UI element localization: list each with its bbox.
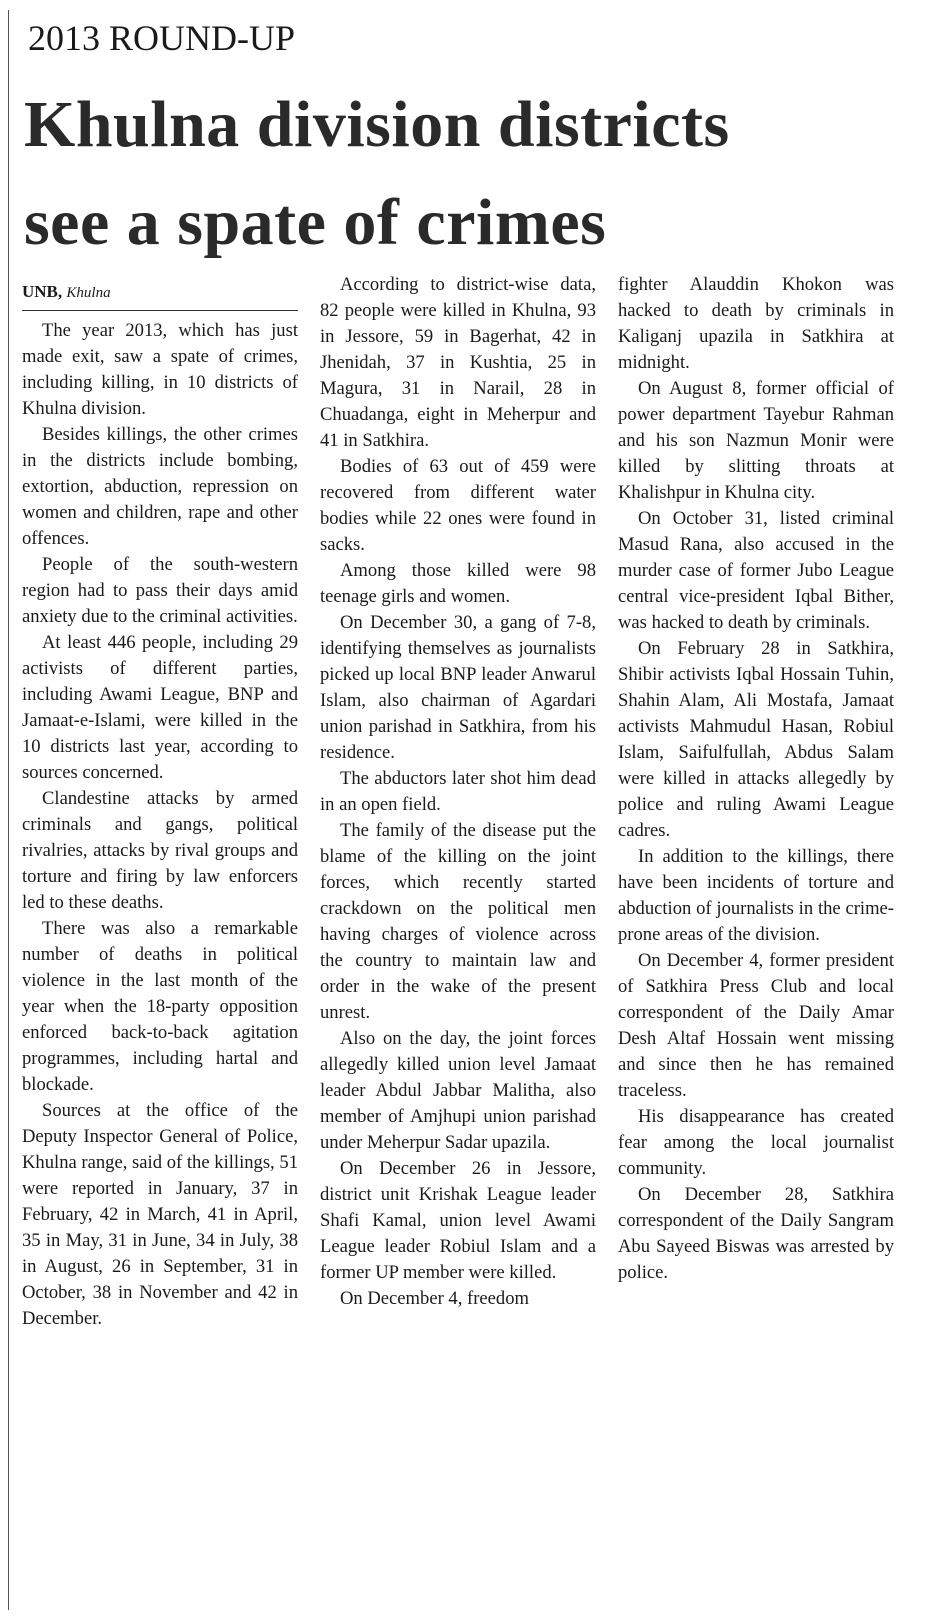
column-rule [8, 10, 9, 1610]
paragraph: According to district-wise data, 82 people were killed in Khulna, 93 in Jessore, 59 in Bagerhat, 42 in Jhenidah, 37 in Kushtia, 25 in Magura, 31 in Narail, 28 in Chuadanga, eight in Meherpur and 41 in Satkhira. [320, 274, 596, 451]
byline-agency: UNB, [22, 282, 63, 301]
paragraph: The abductors later shot him dead in an open field. [320, 768, 596, 815]
headline-line-2: see a spate of crimes [24, 186, 607, 259]
headline-line-1: Khulna division districts [24, 88, 730, 161]
paragraph: On December 4, former president of Satkhira Press Club and local correspondent of the Daily Amar Desh Altaf Hossain went missing and since then he has remained traceless. [618, 950, 894, 1101]
paragraph: At least 446 people, including 29 activists of different parties, including Awami League, BNP and Jamaat-e-Islami, were killed in the 10 districts last year, according to sources concerned. [22, 632, 298, 783]
paragraph: On December 4, freedom [340, 1288, 529, 1309]
paragraph: The family of the disease put the blame of the killing on the joint forces, which recently started crackdown on the political men having charges of violence across the country to maintain law and order in the wake of the present unrest. [320, 820, 596, 1023]
paragraph: Bodies of 63 out of 459 were recovered from different water bodies while 22 ones were found in sacks. [320, 456, 596, 555]
article-column-3 [618, 272, 894, 1286]
article-column-1 [22, 318, 298, 1332]
paragraph: Sources at the office of the Deputy Inspector General of Police, Khulna range, said of the killings, 51 were reported in January, 37 in February, 42 in March, 41 in April, 35 in May, 31 in June, 34 in July, 38 in August, 26 in September, 31 in October, 38 in November and 42 in December. [22, 1100, 298, 1329]
paragraph: His disappearance has created fear among the local journalist community. [618, 1106, 894, 1179]
byline-place: Khulna [66, 285, 111, 301]
paragraph: Among those killed were 98 teenage girls and women. [320, 560, 596, 607]
paragraph: On October 31, listed criminal Masud Rana, also accused in the murder case of former Jubo League central vice-president Iqbal Bither, was hacked to death by criminals. [618, 508, 894, 633]
paragraph-continued: fighter Alauddin Khokon was hacked to death by criminals in Kaliganj upazila in Satkhira at midnight. [618, 274, 894, 373]
paragraph: Besides killings, the other crimes in the districts include bombing, extortion, abduction, repression on women and children, rape and other offences. [22, 424, 298, 549]
paragraph: People of the south-western region had to pass their days amid anxiety due to the criminal activities. [22, 554, 298, 627]
paragraph: On December 26 in Jessore, district unit Krishak League leader Shafi Kamal, union level Awami League leader Robiul Islam and a former UP member were killed. [320, 1158, 596, 1283]
paragraph: On February 28 in Satkhira, Shibir activists Iqbal Hossain Tuhin, Shahin Alam, Ali Mostafa, Jamaat activists Mahmudul Hasan, Robiul Islam, Saifulfullah, Abdus Salam were killed in attacks allegedly by police and ruling Awami League cadres. [618, 638, 894, 841]
byline-divider [22, 310, 298, 311]
paragraph: On December 28, Satkhira correspondent of the Daily Sangram Abu Sayeed Biswas was arrested by police. [618, 1184, 894, 1283]
section-kicker: 2013 ROUND-UP [28, 18, 296, 58]
paragraph: There was also a remarkable number of deaths in political violence in the last month of the year when the 18-party opposition enforced back-to-back agitation programmes, including hartal and blockade. [22, 918, 298, 1095]
byline [22, 280, 111, 305]
paragraph: Also on the day, the joint forces allegedly killed union level Jamaat leader Abdul Jabbar Malitha, also member of Amjhupi union parishad under Meherpur Sadar upazila. [320, 1028, 596, 1153]
paragraph: On December 30, a gang of 7-8, identifying themselves as journalists picked up local BNP leader Anwarul Islam, also chairman of Agardari union parishad in Satkhira, from his residence. [320, 612, 596, 763]
article-column-2 [320, 272, 596, 1312]
paragraph: In addition to the killings, there have been incidents of torture and abduction of journalists in the crime-prone areas of the division. [618, 846, 894, 945]
paragraph: The year 2013, which has just made exit, saw a spate of crimes, including killing, in 10 districts of Khulna division. [22, 320, 298, 419]
paragraph: Clandestine attacks by armed criminals and gangs, political rivalries, attacks by rival groups and torture and firing by law enforcers led to these deaths. [22, 788, 298, 913]
headline [24, 76, 924, 272]
paragraph: On August 8, former official of power department Tayebur Rahman and his son Nazmun Monir were killed by slitting throats at Khalishpur in Khulna city. [618, 378, 894, 503]
